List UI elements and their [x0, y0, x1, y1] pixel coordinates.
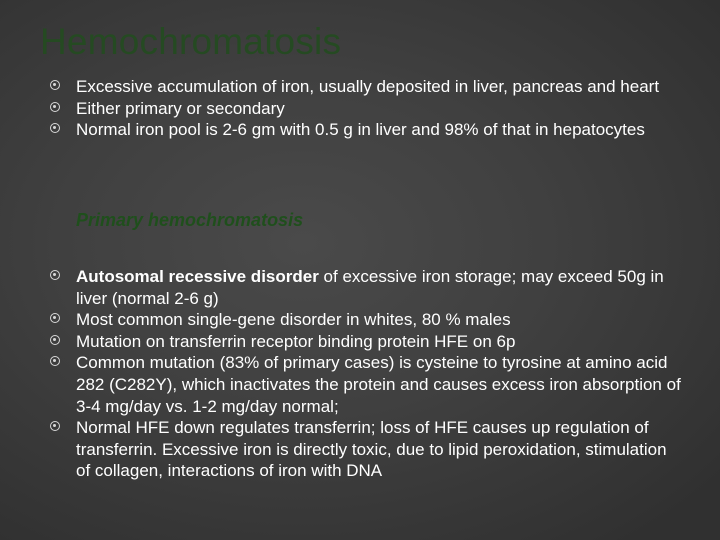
list-item	[0, 98, 695, 120]
circled-dot-bullet-icon	[50, 421, 60, 431]
circled-dot-bullet-icon	[50, 80, 60, 90]
list-item-text: of excessive iron storage; may exceed 50g in liver (normal 2-6 g)	[76, 267, 664, 308]
list-item-text: Most common single-gene disorder in whites, 80 % males	[76, 310, 511, 330]
list-item	[0, 331, 720, 353]
list-item	[0, 266, 720, 309]
list-item	[0, 352, 720, 417]
list-item	[0, 309, 720, 331]
section-subheading: Primary hemochromatosis	[76, 210, 304, 230]
intro-bullet-list	[0, 76, 695, 141]
list-item-text: Common mutation (83% of primary cases) is cysteine to tyrosine at amino acid 282 (C282Y), which inactivates the protein and causes excess iron absorption of 3-4 mg/day vs. 1-2 mg/day normal;	[76, 353, 681, 416]
list-item-text: Excessive accumulation of iron, usually deposited in liver, pancreas and heart	[76, 77, 660, 96]
slide-title: Hemochromatosis	[40, 21, 342, 62]
circled-dot-bullet-icon	[50, 356, 60, 366]
list-item	[0, 417, 720, 482]
circled-dot-bullet-icon	[50, 123, 60, 133]
list-item-text: Either primary or secondary	[76, 98, 285, 118]
list-item-text: Normal HFE down regulates transferrin; loss of HFE causes up regulation of transferrin. Excessive iron is directly toxic, due to lipid peroxidation, stimulation of collagen, interactions of iron with DNA	[76, 418, 667, 481]
list-item	[0, 76, 695, 98]
circled-dot-bullet-icon	[50, 102, 60, 112]
list-item-text: Normal iron pool is 2-6 gm with 0.5 g in liver and 98% of that in hepatocytes	[76, 120, 645, 140]
list-item-text: Mutation on transferrin receptor binding protein HFE on 6p	[76, 331, 516, 351]
list-item-bold-text: Autosomal recessive disorder	[76, 267, 319, 286]
circled-dot-bullet-icon	[50, 335, 60, 345]
circled-dot-bullet-icon	[50, 270, 60, 280]
circled-dot-bullet-icon	[50, 313, 60, 323]
list-item	[0, 119, 695, 141]
primary-bullet-list	[0, 266, 720, 482]
